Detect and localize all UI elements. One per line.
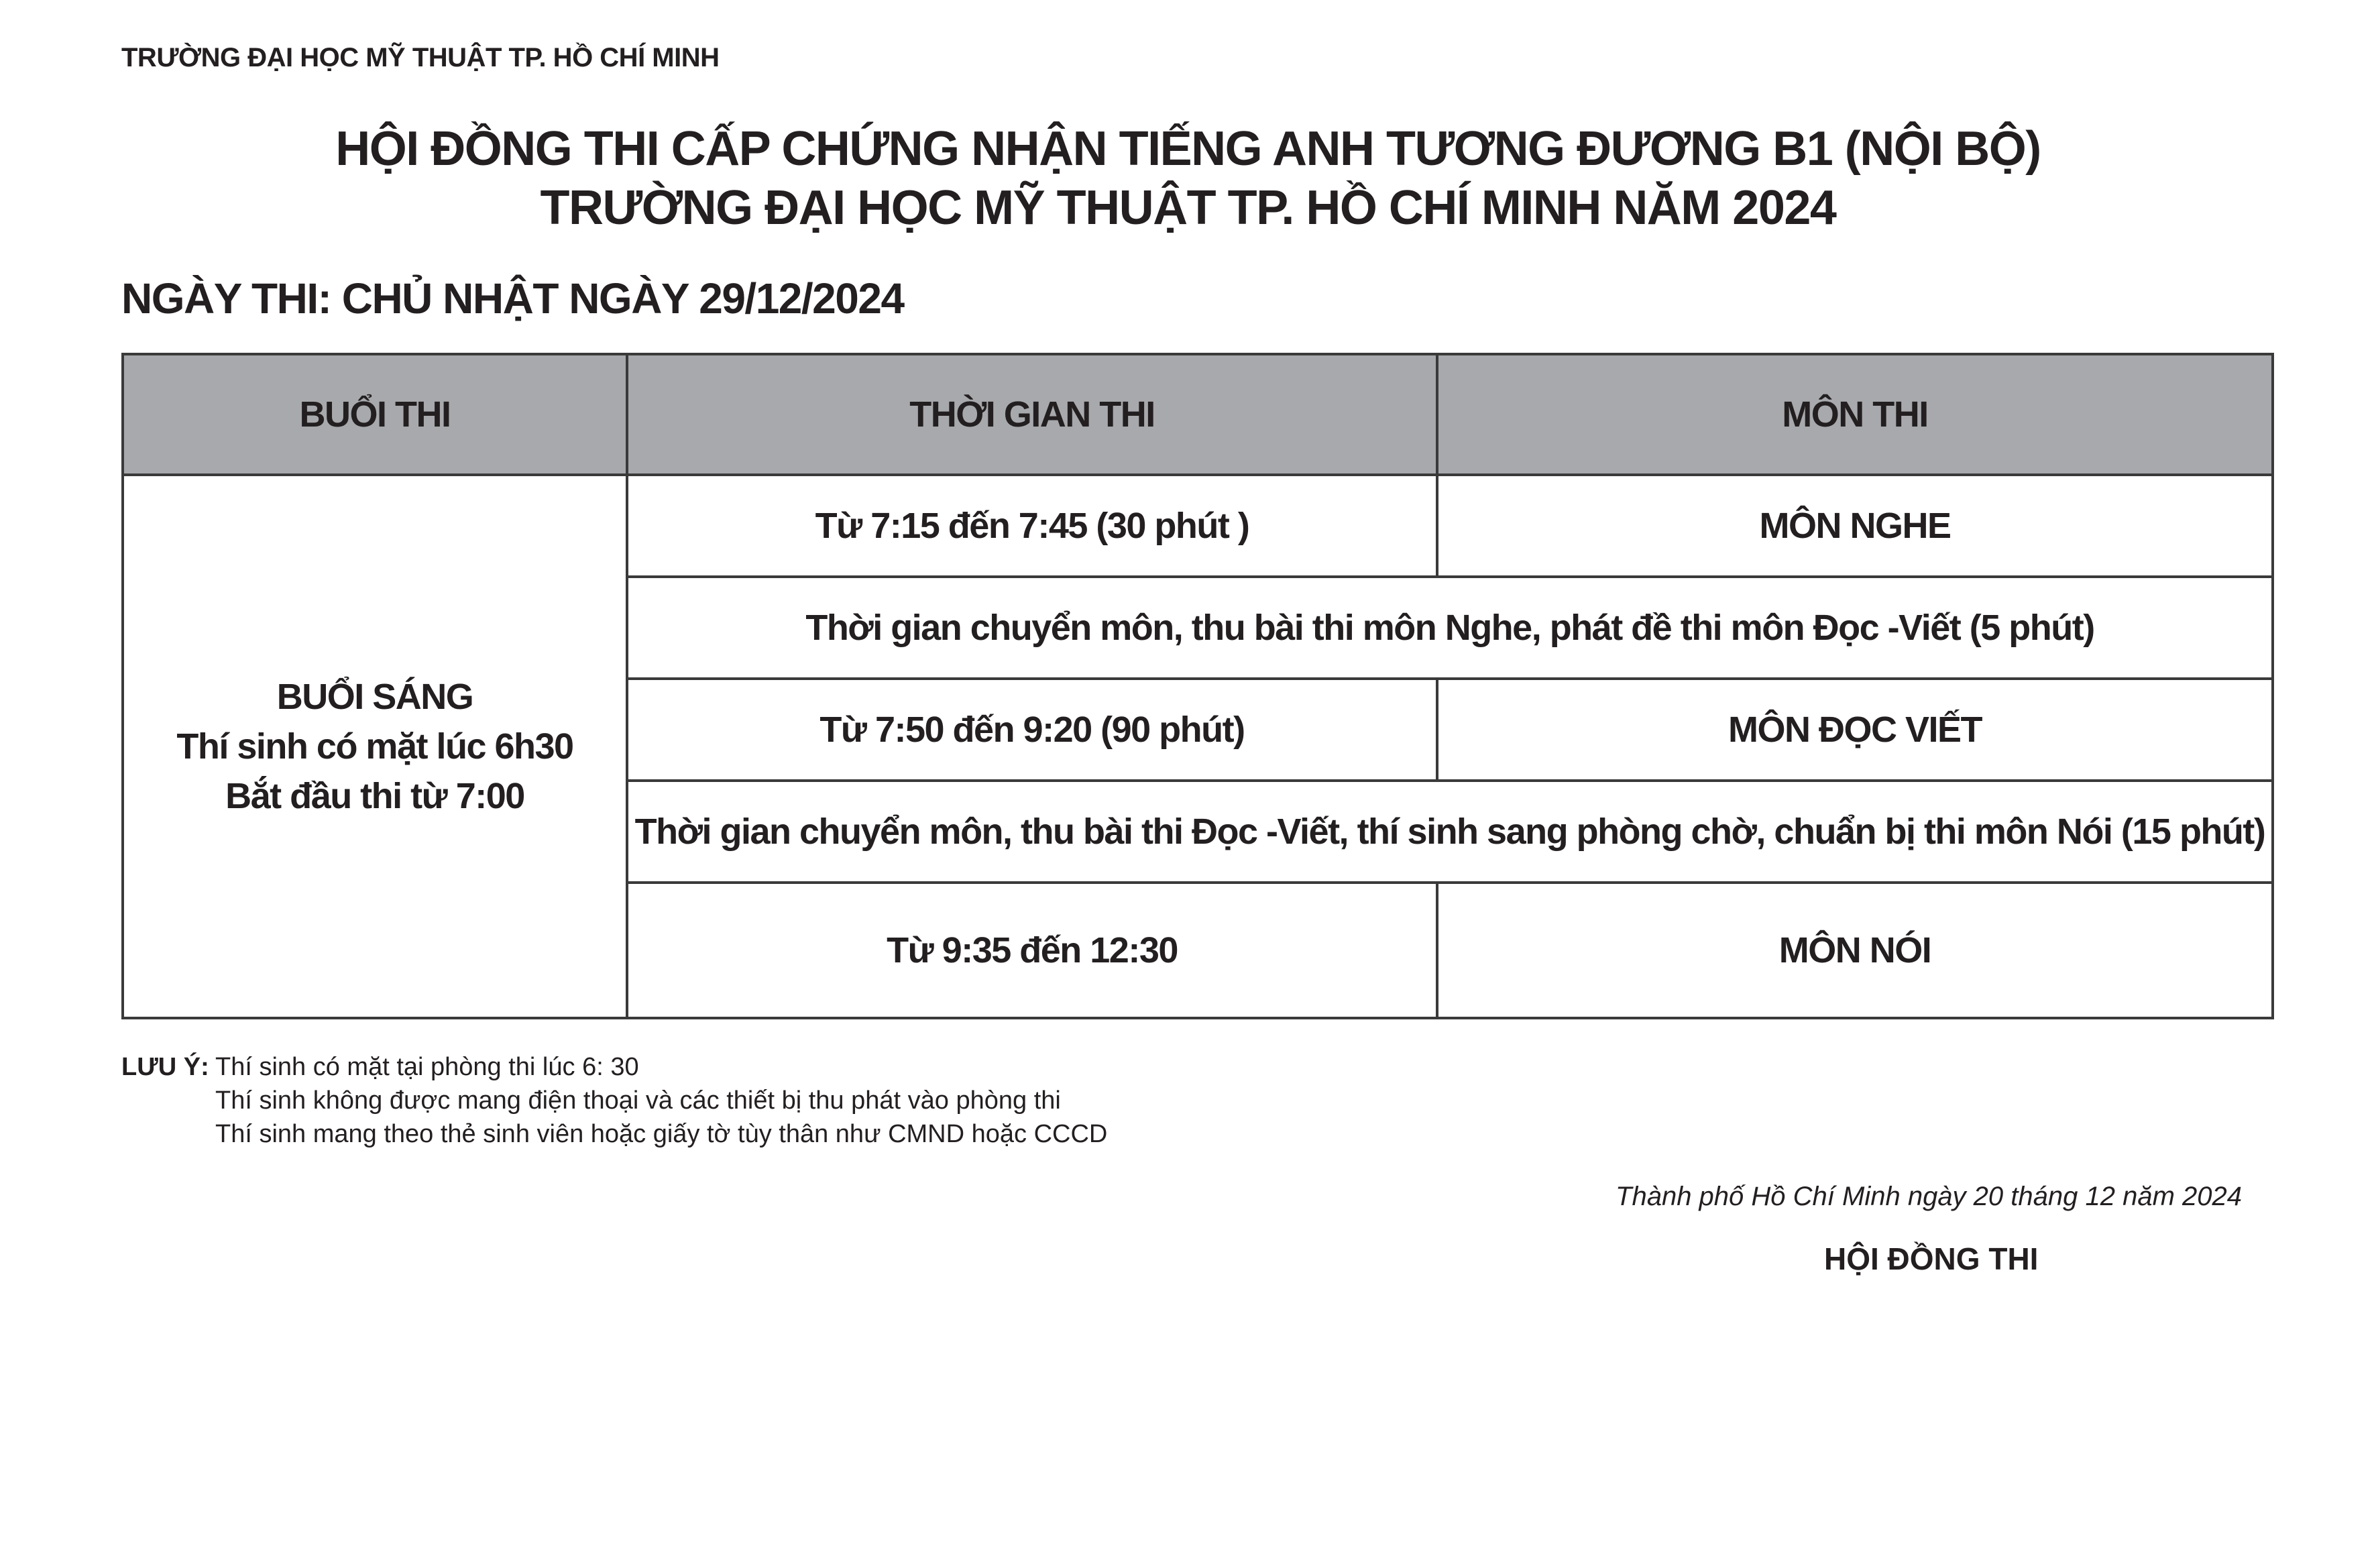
time-cell: Từ 7:50 đến 9:20 (90 phút) xyxy=(627,679,1437,781)
notes-section xyxy=(121,1050,1107,1151)
exam-date: NGÀY THI: CHỦ NHẬT NGÀY 29/12/2024 xyxy=(121,274,904,323)
session-name: BUỔI SÁNG xyxy=(276,677,473,717)
title-line-2: TRƯỜNG ĐẠI HỌC MỸ THUẬT TP. HỒ CHÍ MINH NĂM 2024 xyxy=(540,181,1836,235)
session-cell xyxy=(123,475,627,1018)
document-title xyxy=(0,119,2376,237)
time-cell: Từ 7:15 đến 7:45 (30 phút ) xyxy=(627,475,1437,577)
exam-schedule-table xyxy=(121,353,2274,1019)
time-cell: Từ 9:35 đến 12:30 xyxy=(627,883,1437,1018)
signature-date: Thành phố Hồ Chí Minh ngày 20 tháng 12 năm 2024 xyxy=(1616,1182,2242,1211)
note-text: Thí sinh có mặt tại phòng thi lúc 6: 30 xyxy=(215,1053,639,1081)
transition-cell: Thời gian chuyển môn, thu bài thi môn Nghe, phát đề thi môn Đọc -Viết (5 phút) xyxy=(627,577,2273,679)
transition-cell: Thời gian chuyển môn, thu bài thi Đọc -Viết, thí sinh sang phòng chờ, chuẩn bị thi môn Nói (15 phút) xyxy=(627,781,2273,883)
title-line-1: HỘI ĐỒNG THI CẤP CHỨNG NHẬN TIẾNG ANH TƯƠNG ĐƯƠNG B1 (NỘI BỘ) xyxy=(335,122,2041,176)
school-header: TRƯỜNG ĐẠI HỌC MỸ THUẬT TP. HỒ CHÍ MINH xyxy=(121,43,720,72)
header-session: BUỔI THI xyxy=(123,354,627,475)
signature-council: HỘI ĐỒNG THI xyxy=(1824,1241,2039,1276)
header-time: THỜI GIAN THI xyxy=(627,354,1437,475)
table-header-row xyxy=(123,354,2273,475)
table-row xyxy=(123,475,2273,577)
subject-cell: MÔN NÓI xyxy=(1437,883,2273,1018)
note-item: Thí sinh không được mang điện thoại và các thiết bị thu phát vào phòng thi xyxy=(215,1086,1061,1115)
note-item xyxy=(121,1050,1107,1084)
notes-label: LƯU Ý: xyxy=(121,1053,209,1081)
subject-cell: MÔN ĐỌC VIẾT xyxy=(1437,679,2273,781)
header-subject: MÔN THI xyxy=(1437,354,2273,475)
session-start: Bắt đầu thi từ 7:00 xyxy=(225,776,524,816)
subject-cell: MÔN NGHE xyxy=(1437,475,2273,577)
session-arrival: Thí sinh có mặt lúc 6h30 xyxy=(176,726,573,767)
note-item: Thí sinh mang theo thẻ sinh viên hoặc giấy tờ tùy thân như CMND hoặc CCCD xyxy=(215,1120,1108,1148)
